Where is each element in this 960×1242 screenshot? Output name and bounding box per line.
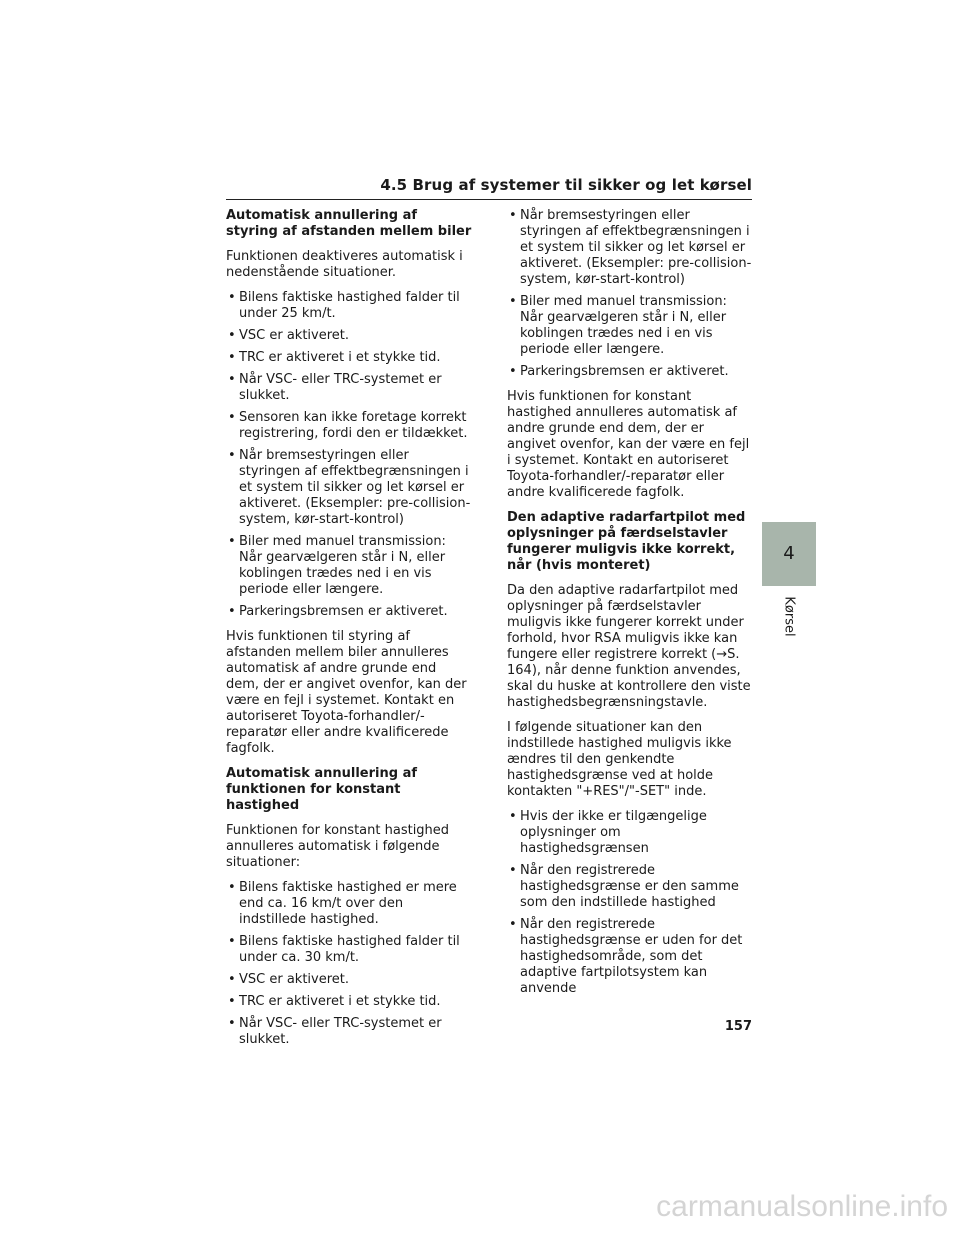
paragraph: Hvis funktionen for konstant hastighed annulleres automatisk af andre grunde end dem, der er angivet ovenfor, kan der være en fejl i systemet. Kontakt en autoriseret Toyota-forhandler/-reparatør eller andre kvalificerede fagfolk. (507, 389, 750, 500)
paragraph: Funktionen for konstant hastighed annulleres automatisk i følgende situationer: (226, 823, 450, 870)
list-item: • Bilens faktiske hastighed falder til under ca. 30 km/t. (226, 934, 472, 966)
bullet-list (507, 809, 753, 997)
paragraph: Da den adaptive radarfartpilot med oplysninger på færdselstavler muligvis ikke fungerer korrekt under forhold, hvor RSA muligvis ikke kan fungere eller registrere korrekt (→S. 164), når denne funktion anvendes, skal du huske at kontrollere den viste hastighedsbegrænsningstavle. (507, 583, 751, 710)
paragraph: Funktionen deaktiveres automatisk i nedenstående situationer. (226, 249, 463, 280)
left-column (226, 208, 472, 1057)
list-item: • Når den registrerede hastighedsgrænse er uden for det hastighedsområde, som det adaptive fartpilotsystem kan anvende (507, 917, 753, 997)
list-item: • TRC er aktiveret i et stykke tid. (226, 994, 472, 1010)
page-number: 157 (724, 1019, 752, 1034)
list-item: • Bilens faktiske hastighed er mere end ca. 16 km/t over den indstillede hastighed. (226, 880, 472, 928)
watermark: carmanualsonline.info (656, 1190, 948, 1223)
list-item: • Når VSC- eller TRC-systemet er slukket. (226, 1016, 472, 1048)
bullet-list (226, 880, 472, 1048)
bullet-list (226, 290, 472, 620)
list-item: • Hvis der ikke er tilgængelige oplysninger om hastighedsgrænsen (507, 809, 753, 857)
list-item: • VSC er aktiveret. (226, 328, 472, 344)
list-item: • Biler med manuel transmission: Når gearvælgeren står i N, eller koblingen trædes ned i en vis periode eller længere. (507, 294, 753, 358)
header-divider (226, 199, 752, 200)
heading-auto-cancel-distance: Automatisk annullering af styring af afstanden mellem biler (226, 208, 472, 239)
list-item: • Bilens faktiske hastighed falder til under 25 km/t. (226, 290, 472, 322)
section-header: 4.5 Brug af systemer til sikker og let kørsel (380, 176, 752, 194)
chapter-number: 4 (783, 543, 795, 564)
list-item: • Parkeringsbremsen er aktiveret. (226, 604, 472, 620)
paragraph: Hvis funktionen til styring af afstanden mellem biler annulleres automatisk af andre grunde end dem, der er angivet ovenfor, kan der være en fejl i systemet. Kontakt en autoriseret Toyota-forhandler/-reparatør eller andre kvalificerede fagfolk. (226, 629, 467, 756)
list-item: • Når bremsestyringen eller styringen af effektbegrænsningen i et system til sikker og let kørsel er aktiveret. (Eksempler: pre-collision-system, kør-start-kontrol) (226, 448, 472, 528)
chapter-label-container (772, 586, 806, 646)
list-item: • Sensoren kan ikke foretage korrekt registrering, fordi den er tildækket. (226, 410, 472, 442)
list-item: • TRC er aktiveret i et stykke tid. (226, 350, 472, 366)
list-item: • Parkeringsbremsen er aktiveret. (507, 364, 753, 380)
heading-adaptive-cruise-rsa: Den adaptive radarfartpilot med oplysninger på færdselstavler fungerer muligvis ikke korrekt, når (hvis monteret) (507, 510, 746, 573)
paragraph: I følgende situationer kan den indstillede hastighed muligvis ikke ændres til den genkendte hastighedsgrænse ved at holde kontakten "+RES"/"-SET" inde. (507, 720, 732, 799)
list-item: • VSC er aktiveret. (226, 972, 472, 988)
right-column (507, 208, 753, 1006)
list-item: • Når VSC- eller TRC-systemet er slukket. (226, 372, 472, 404)
list-item: • Biler med manuel transmission: Når gearvælgeren står i N, eller koblingen trædes ned i en vis periode eller længere. (226, 534, 472, 598)
chapter-label: Kørsel (781, 595, 797, 637)
list-item: • Når bremsestyringen eller styringen af effektbegrænsningen i et system til sikker og let kørsel er aktiveret. (Eksempler: pre-collision-system, kør-start-kontrol) (507, 208, 753, 288)
bullet-list (507, 208, 753, 380)
heading-auto-cancel-constant-speed: Automatisk annullering af funktionen for konstant hastighed (226, 766, 418, 813)
list-item: • Når den registrerede hastighedsgrænse er den samme som den indstillede hastighed (507, 863, 753, 911)
